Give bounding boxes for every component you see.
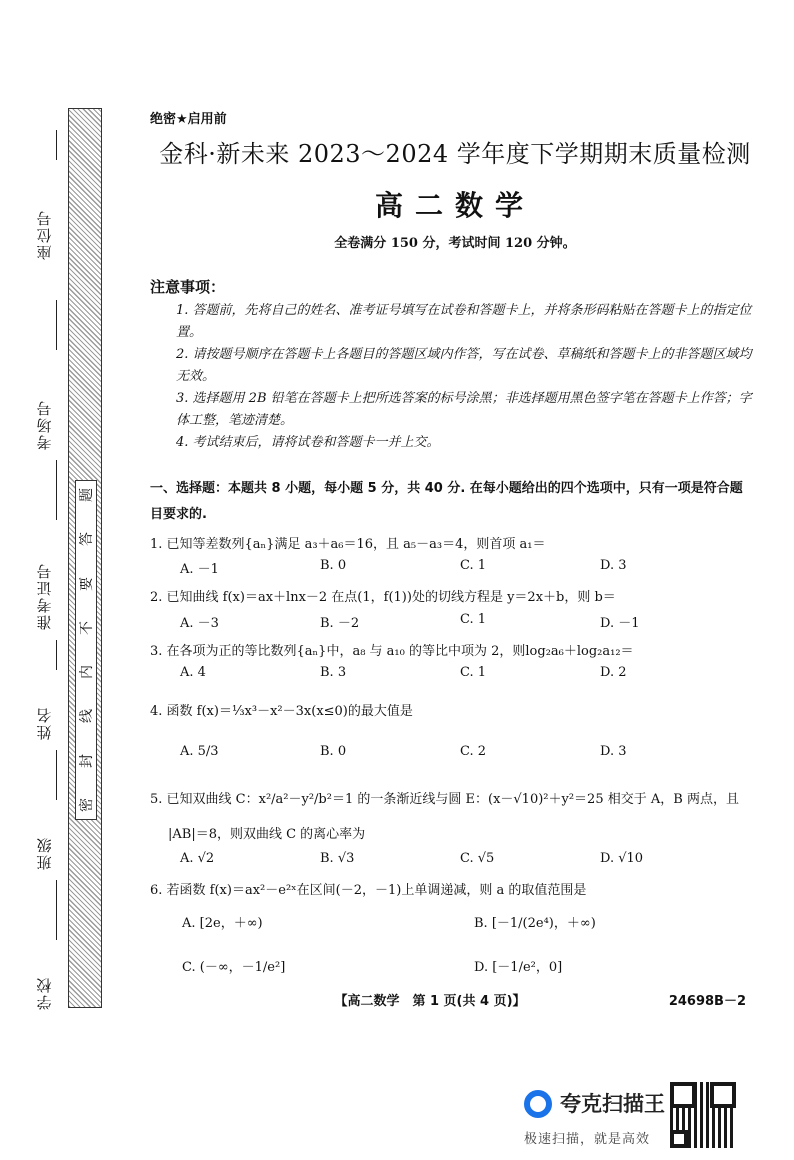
option-c: C. 1 — [460, 665, 487, 680]
question-3: 3. 在各项为正的等比数列{aₙ}中，a₈ 与 a₁₀ 的等比中项为 2，则log₂a₆＋log₂a₁₂＝ — [150, 644, 634, 659]
seal-word: 封 — [79, 753, 95, 768]
option-d: D. [－1/e²，0] — [474, 960, 563, 975]
option-d: D. －1 — [600, 616, 640, 631]
paper-code: 24698B－2 — [668, 994, 746, 1009]
notice-item: 3. 选择题用 2B 铅笔在答题卡上把所选答案的标号涂黑；非选择题用黑色签字笔在答题卡上作答；字体工整，笔迹清楚。 — [176, 391, 752, 428]
option-b: B. √3 — [320, 851, 355, 866]
question-4: 4. 函数 f(x)＝⅓x³－x²－3x(x≤0)的最大值是 — [150, 704, 413, 719]
seal-word: 答 — [79, 532, 95, 547]
option-c: C. √5 — [460, 851, 495, 866]
class-line — [56, 750, 57, 800]
option-a: A. 4 — [180, 665, 206, 680]
option-a: A. －1 — [180, 562, 219, 577]
option-d: D. 3 — [600, 558, 627, 573]
options-4 — [180, 744, 740, 759]
subject-title: 高二数学 — [374, 189, 535, 222]
option-c: C. 1 — [460, 612, 487, 627]
option-b: B. 3 — [320, 665, 347, 680]
option-b: B. －2 — [320, 616, 360, 631]
option-a: A. －3 — [180, 616, 219, 631]
question-1: 1. 已知等差数列{aₙ}满足 a₃＋a₆＝16，且 a₅－a₃＝4，则首项 a₁＝ — [150, 537, 546, 552]
name-label: 姓名 — [35, 706, 54, 740]
exam-title: 金科·新未来 2023～2024 学年度下学期期末质量检测 — [159, 140, 751, 168]
notice-item: 2. 请按题号顺序在答题卡上各题目的答题区域内作答，写在试卷、草稿纸和答题卡上的非答题区域均无效。 — [176, 347, 752, 384]
room-label: 考场号 — [35, 399, 54, 450]
page-footer: 【高二数学 第 1 页(共 4 页)】 — [334, 994, 526, 1009]
seal-word: 内 — [79, 665, 95, 680]
secret-mark: 绝密★启用前 — [150, 112, 227, 127]
school-label: 学校 — [35, 976, 54, 1010]
seal-word: 线 — [79, 709, 95, 724]
ticket-label: 准考证号 — [35, 562, 54, 630]
binding-margin — [0, 100, 110, 1010]
class-label: 班级 — [35, 836, 54, 870]
question-5: 5. 已知双曲线 C：x²/a²－y²/b²＝1 的一条渐近线与圆 E：(x－√10)²＋y²＝25 相交于 A，B 两点，且 — [150, 792, 739, 807]
option-a: A. [2e，＋∞) — [182, 916, 263, 931]
options-5 — [180, 851, 740, 866]
question-5-cont: |AB|＝8，则双曲线 C 的离心率为 — [168, 827, 366, 842]
options-3 — [180, 665, 740, 680]
seat-label: 座位号 — [35, 209, 54, 260]
option-b: B. [－1/(2e⁴)，＋∞) — [474, 916, 596, 931]
option-b: B. 0 — [320, 558, 347, 573]
scanner-slogan: 极速扫描，就是高效 — [524, 1132, 651, 1147]
option-c: C. 2 — [460, 744, 487, 759]
section-heading: 一、选择题：本题共 8 小题，每小题 5 分，共 40 分. 在每小题给出的四个选项中，只有一项是符合题目要求的. — [150, 481, 743, 522]
qr-code-icon — [670, 1082, 736, 1148]
option-b: B. 0 — [320, 744, 347, 759]
ticket-line — [56, 460, 57, 520]
seal-word: 密 — [79, 797, 95, 812]
scanner-watermark — [520, 1080, 794, 1160]
seal-line-text — [75, 480, 97, 820]
seat-line — [56, 130, 57, 160]
seal-word: 不 — [79, 620, 95, 635]
options-2 — [180, 612, 740, 631]
school-line — [56, 880, 57, 940]
room-line — [56, 300, 57, 350]
option-c: C. (－∞，－1/e²] — [182, 960, 286, 975]
option-c: C. 1 — [460, 558, 487, 573]
notice-item: 4. 考试结束后，请将试卷和答题卡一并上交。 — [176, 435, 440, 450]
options-1 — [180, 558, 740, 577]
scanner-logo-icon — [524, 1090, 552, 1118]
option-d: D. √10 — [600, 851, 644, 866]
option-d: D. 2 — [600, 665, 627, 680]
notice-item: 1. 答题前，先将自己的姓名、准考证号填写在试卷和答题卡上，并将条形码粘贴在答题卡上的指定位置。 — [176, 303, 752, 340]
question-6: 6. 若函数 f(x)＝ax²－e²ˣ在区间(－2，－1)上单调递减，则 a 的取值范围是 — [150, 883, 587, 898]
full-score-note: 全卷满分 150 分，考试时间 120 分钟。 — [334, 236, 576, 251]
question-2: 2. 已知曲线 f(x)＝ax＋lnx－2 在点(1，f(1))处的切线方程是 y＝2x＋b，则 b＝ — [150, 590, 616, 605]
seal-word: 要 — [79, 576, 95, 591]
notice-title: 注意事项： — [150, 278, 226, 296]
name-line — [56, 640, 57, 670]
option-a: A. 5/3 — [180, 744, 219, 759]
scanner-name: 夸克扫描王 — [560, 1092, 665, 1116]
seal-word: 题 — [79, 488, 95, 502]
option-a: A. √2 — [180, 851, 215, 866]
option-d: D. 3 — [600, 744, 627, 759]
